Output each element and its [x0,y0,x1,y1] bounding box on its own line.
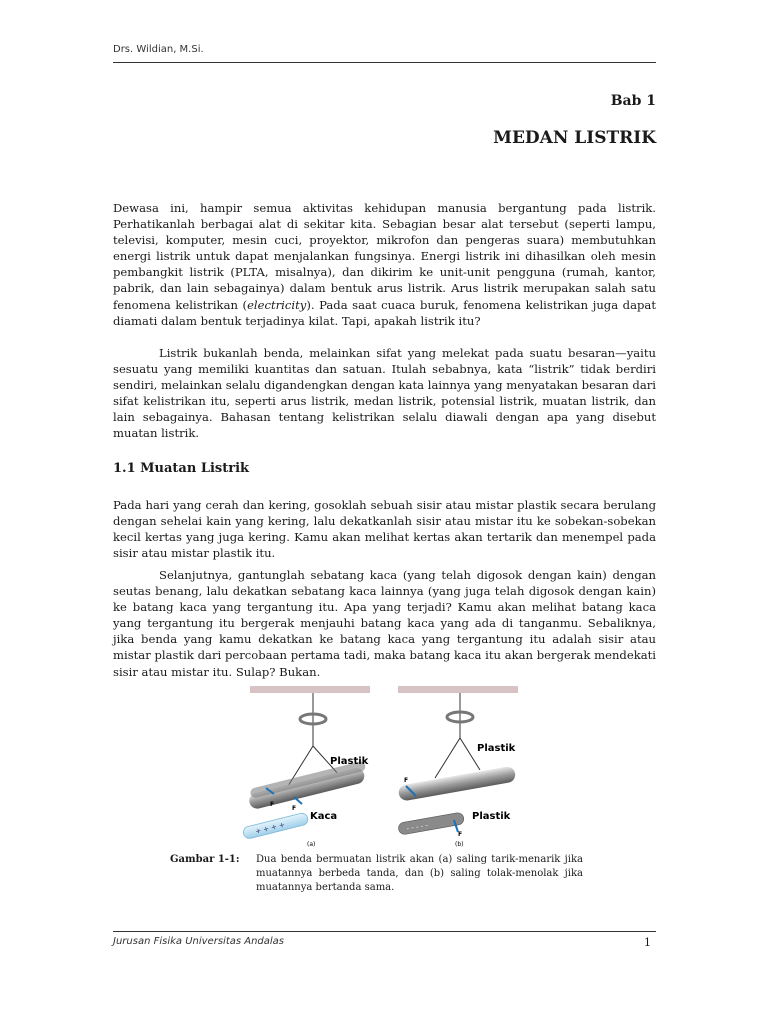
svg-text:- - - - -: - - - - - [405,821,429,833]
sublabel-a: (a) [307,841,316,848]
label-kaca-a: Kaca [310,811,338,822]
running-header: Drs. Wildian, M.Si. [113,44,204,55]
force-label-b2: F [458,831,463,838]
label-plastik-b2: Plastik [472,811,511,822]
section-paragraph-1: Pada hari yang cerah dan kering, gosoklah sebuah sisir atau mistar plastik secara berulang dengan sehelai kain yang kering, lalu dekatkanlah sisir atau mistar itu ke sobekan-sobekan kecil kertas yang juga kering. Kamu akan melihat kertas akan tertarik dan menempel pada sisir atau mistar plastik itu. [113,498,656,561]
sublabel-b: (b) [455,841,464,848]
page-number: 1 [644,936,651,949]
figure-charged-rods [240,686,520,848]
label-plastik-a: Plastik [330,756,369,767]
chapter-title: MEDAN LISTRIK [493,128,656,148]
chapter-label: Bab 1 [610,93,656,109]
intro-paragraph-2: Listrik bukanlah benda, melainkan sifat yang melekat pada suatu besaran—yaitu sesuatu yang memiliki kuantitas dan satuan. Itulah sebabnya, kata “listrik” tidak berdiri sendiri, melainkan selalu digandengkan dengan kata lainnya yang menyatakan besaran dari sifat kelistrikan itu, seperti arus listrik, medan listrik, potensial listrik, muatan listrik, dan lain sebagainya. Bahasan tentang kelistrikan selalu diawali dengan apa yang disebut muatan listrik. [113,346,656,441]
force-label-a2: F [292,805,297,812]
glass-rod-a [242,812,309,840]
svg-text:+ + + +: + + + + [254,820,286,836]
figure-caption-text: Dua benda bermuatan listrik akan (a) saling tarik-menarik jika muatannya berbeda tanda, dan (b) saling tolak-menolak jika muatannya bertanda sama. [256,854,583,893]
footer-institution: Jurusan Fisika Universitas Andalas [113,936,285,947]
rotation-arrow-icon-b [447,693,473,738]
header-rule [113,62,656,63]
intro-paragraph-1: Dewasa ini, hampir semua aktivitas kehidupan manusia bergantung pada listrik. Perhatikanlah berbagai alat di sekitar kita. Sebagian besar alat tersebut (seperti lampu, televisi, komputer, mesin cuci, proyektor, mikrofon dan pengeras suara) membutuhkan energi listrik untuk dapat menjalankan fungsinya. Energi listrik ini dihasilkan oleh mesin pembangkit listrik (PLTA, misalnya), dan dikirim ke unit-unit pengguna (rumah, kantor, pabrik, dan lain sebagainya) dalam bentuk arus listrik. Arus listrik merupakan salah satu fenomena kelistrikan (electricity). Pada saat cuaca buruk, fenomena kelistrikan juga dapat diamati dalam bentuk terjadinya kilat. Tapi, apakah listrik itu? [113,201,657,328]
ceiling-b [398,686,518,693]
section-heading: 1.1 Muatan Listrik [113,461,250,476]
force-label-a1: F [270,801,275,808]
ceiling-a [250,686,370,693]
figure-caption-label: Gambar 1-1: [170,854,240,865]
thread-b [435,738,480,778]
rotation-arrow-icon-a [300,693,326,746]
footer-rule [113,931,656,932]
section-paragraph-2: Selanjutnya, gantunglah sebatang kaca (yang telah digosok dengan kain) dengan seutas benang, lalu dekatkan sebatang kaca lainnya (yang juga telah digosok dengan kain) ke batang kaca yang tergantung itu. Apa yang terjadi? Kamu akan melihat batang kaca yang tergantung itu bergerak menjauhi batang kaca yang ada di tanganmu. Sebaliknya, jika benda yang kamu dekatkan ke batang kaca yang tergantung itu adalah sisir atau mistar plastik dari percobaan pertama tadi, maka batang kaca itu akan bergerak mendekati sisir atau mistar itu. Sulap? Bukan. [113,568,656,679]
force-label-b1: F [404,777,409,784]
label-plastik-b1: Plastik [477,743,516,754]
